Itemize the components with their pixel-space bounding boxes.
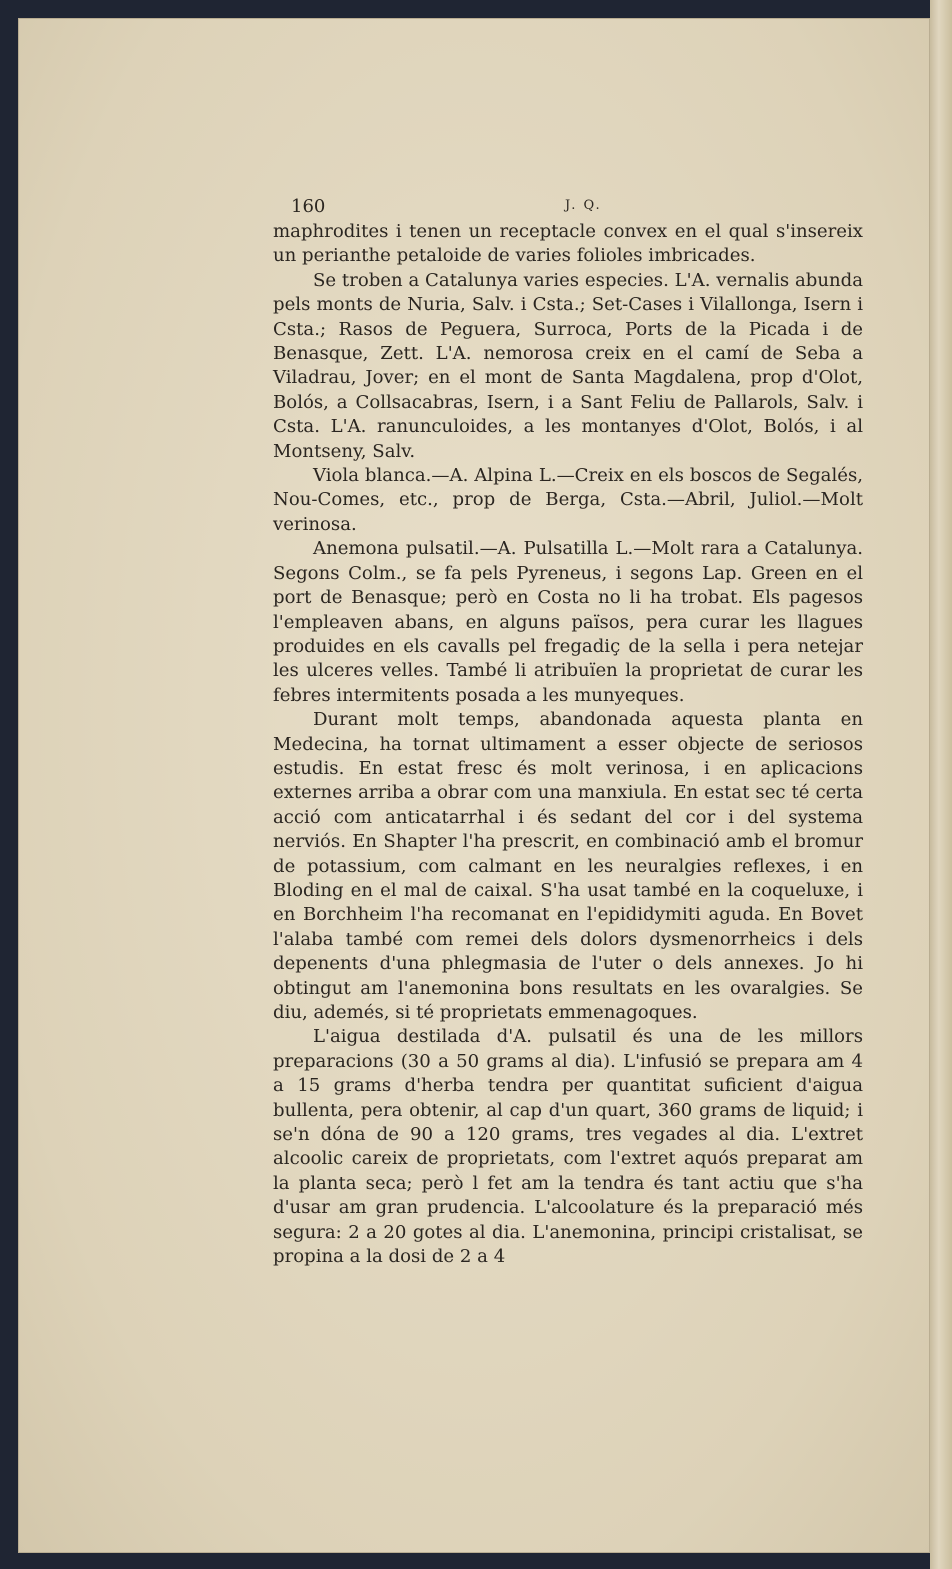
page-header: [291, 196, 881, 220]
book-spine-edge: [930, 0, 952, 1569]
running-title: J. Q.: [565, 198, 602, 213]
paragraph: Anemona pulsatil.—A. Pulsatilla L.—Molt rara a Catalunya. Segons Colm., se fa pels Pyreneus, i segons Lap. Green en el port de Benasque; però en Costa no li ha trobat. Els pagesos l'empleaven abans, en alguns països, pera curar les llagues produides en els cavalls pel fregadiç de la sella i pera netejar les ulceres velles. També li atribuïen la proprietat de curar les febres intermitents posada a les munyeques.: [273, 538, 863, 706]
body-text: [273, 220, 863, 1269]
paragraph: Se troben a Catalunya varies especies. L'A. vernalis abunda pels monts de Nuria, Salv. i Csta.; Set-Cases i Vilallonga, Isern i Csta.; Rasos de Peguera, Surroca, Ports de la Picada i de Benasque, Zett. L'A. nemorosa creix en el camí de Seba a Viladrau, Jover; en el mont de Santa Magdalena, prop d'Olot, Bolós, a Collsacabras, Isern, i a Sant Feliu de Pallarols, Salv. i Csta. L'A. ranunculoides, a les montanyes d'Olot, Bolós, i al Montseny, Salv.: [273, 269, 863, 462]
paragraph: maphrodites i tenen un receptacle convex en el qual s'insereix un perianthe petaloide de varies folioles imbricades.: [273, 221, 863, 267]
paragraph: Durant molt temps, abandonada aquesta planta en Medecina, ha tornat ultimament a esser objecte de seriosos estudis. En estat fresc és molt verinosa, i en aplicacions externes arriba a obrar com una manxiula. En estat sec té certa acció com anticatarrhal i és sedant del cor i del systema nerviós. En Shapter l'ha prescrit, en combinació amb el bromur de potassium, com calmant en les neuralgies reflexes, i en Bloding en el mal de caixal. S'ha usat també en la coqueluxe, i en Borchheim l'ha recomanat en l'epididymiti aguda. En Bovet l'alaba també com remei dels dolors dysmenorrheics i dels depenents d'una phlegmasia de l'uter o dels annexes. Jo hi obtingut am l'anemonina bons resultats en les ovaralgies. Se diu, ademés, si té proprietats emmenagoques.: [273, 709, 863, 1023]
page-number: 160: [291, 196, 326, 217]
paragraph: L'aigua destilada d'A. pulsatil és una de les millors preparacions (30 a 50 grams al dia). L'infusió se prepara am 4 a 15 grams d'herba tendra per quantitat suficient d'aigua bullenta, pera obtenir, al cap d'un quart, 360 grams de liquid; i se'n dóna de 90 a 120 grams, tres vegades al dia. L'extret alcoolic careix de proprietats, com l'extret aquós preparat am la planta seca; però l fet am la tendra és tant actiu que s'ha d'usar am gran prudencia. L'alcoolature és la preparació més segura: 2 a 20 gotes al dia. L'anemonina, principi cristalisat, se propina a la dosi de 2 a 4: [273, 1026, 863, 1268]
paragraph: Viola blanca.—A. Alpina L.—Creix en els boscos de Segalés, Nou-Comes, etc., prop de Berga, Csta.—Abril, Juliol.—Molt verinosa.: [273, 465, 863, 535]
